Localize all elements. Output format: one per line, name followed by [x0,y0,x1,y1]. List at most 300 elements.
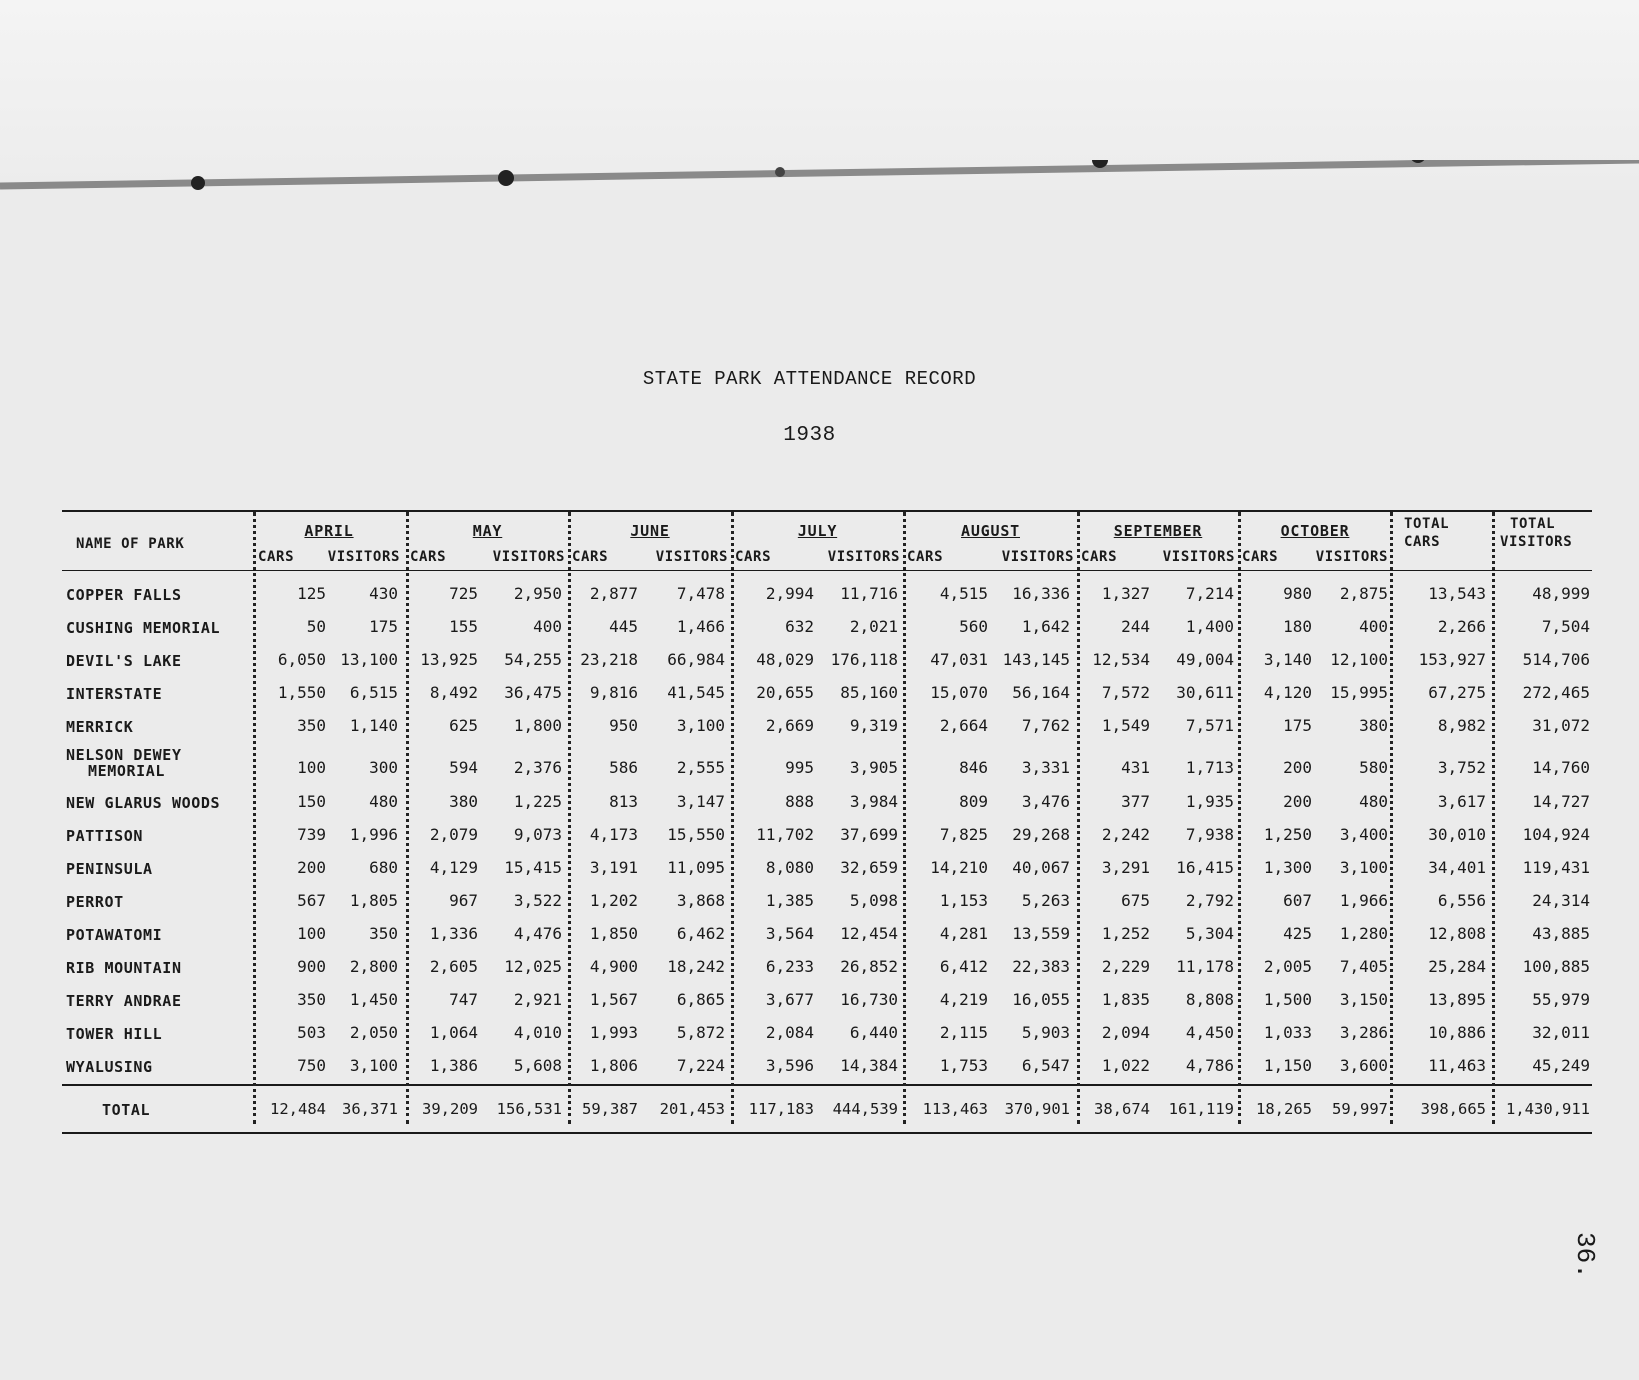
table-cell: 4,120 [1263,683,1312,702]
table-cell: 3,140 [1263,650,1312,669]
table-cell: 1,336 [429,924,478,943]
table-cell: 7,762 [1021,716,1070,735]
table-cell: 594 [449,758,478,777]
table-cell: 350 [297,990,326,1009]
table-cell: 2,376 [513,758,562,777]
table-cell: 680 [369,858,398,877]
table-cell: 40,067 [1012,858,1070,877]
table-cell: 7,224 [676,1056,725,1075]
table-cell: 5,098 [849,891,898,910]
table-cell: 32,011 [1532,1023,1590,1042]
table-cell: 13,543 [1428,584,1486,603]
table-cell: 1,033 [1263,1023,1312,1042]
table-cell: 8,982 [1437,716,1486,735]
table-cell: 3,752 [1437,758,1486,777]
table-cell: 809 [959,792,988,811]
table-cell: 13,100 [340,650,398,669]
table-cell: 16,415 [1176,858,1234,877]
table-cell: 2,229 [1101,957,1150,976]
table-cell: 7,571 [1185,716,1234,735]
table-cell: 2,079 [429,825,478,844]
table-cell: 2,800 [349,957,398,976]
park-name: PERROT [66,893,124,911]
table-cell: 888 [785,792,814,811]
table-cell: 150 [297,792,326,811]
table-cell: 6,865 [676,990,725,1009]
table-cell: 1,153 [939,891,988,910]
table-cell: 54,255 [504,650,562,669]
table-bottom-rule [62,1132,1592,1134]
header-month: MAY [472,522,503,540]
table-cell: 14,760 [1532,758,1590,777]
table-cell: 14,727 [1532,792,1590,811]
table-cell: 1,850 [589,924,638,943]
table-cell: 3,100 [676,716,725,735]
table-cell: 16,730 [840,990,898,1009]
table-cell: 1,150 [1263,1056,1312,1075]
park-name-line2: MEMORIAL [88,762,166,780]
header-month: JUNE [630,522,670,540]
table-cell: 180 [1283,617,1312,636]
document-year: 1938 [783,424,836,447]
table-cell: 15,070 [930,683,988,702]
header-visitors: VISITORS [1162,549,1235,565]
table-cell: 16,336 [1012,584,1070,603]
park-name: PATTISON [66,827,144,845]
table-cell: 85,160 [840,683,898,702]
header-visitors: VISITORS [1315,549,1388,565]
table-cell: 6,440 [849,1023,898,1042]
total-cell: 117,183 [748,1100,814,1118]
table-cell: 2,950 [513,584,562,603]
table-cell: 1,250 [1263,825,1312,844]
table-cell: 967 [449,891,478,910]
table-cell: 3,191 [589,858,638,877]
total-cell: 370,901 [1004,1100,1070,1118]
table-cell: 2,242 [1101,825,1150,844]
header-month: SEPTEMBER [1113,522,1203,540]
column-separator [1492,512,1495,1124]
header-cars: CARS [735,549,772,565]
table-cell: 30,010 [1428,825,1486,844]
table-cell: 200 [1283,758,1312,777]
table-cell: 153,927 [1418,650,1486,669]
table-cell: 2,094 [1101,1023,1150,1042]
table-cell: 7,405 [1339,957,1388,976]
table-cell: 3,100 [349,1056,398,1075]
table-cell: 11,702 [756,825,814,844]
table-cell: 176,118 [830,650,898,669]
table-cell: 3,291 [1101,858,1150,877]
total-label: TOTAL [102,1101,151,1119]
total-cell: 18,265 [1256,1100,1312,1118]
table-cell: 560 [959,617,988,636]
table-cell: 980 [1283,584,1312,603]
table-cell: 995 [785,758,814,777]
table-cell: 5,608 [513,1056,562,1075]
total-cell: 59,997 [1332,1100,1388,1118]
table-cell: 30,611 [1176,683,1234,702]
table-cell: 4,515 [939,584,988,603]
table-cell: 3,100 [1339,858,1388,877]
table-cell: 607 [1283,891,1312,910]
table-cell: 15,415 [504,858,562,877]
table-cell: 5,903 [1021,1023,1070,1042]
table-cell: 13,895 [1428,990,1486,1009]
table-cell: 2,005 [1263,957,1312,976]
table-cell: 1,753 [939,1056,988,1075]
table-cell: 9,073 [513,825,562,844]
table-cell: 1,996 [349,825,398,844]
table-cell: 56,164 [1012,683,1070,702]
binding-wire [0,160,1639,200]
table-cell: 13,559 [1012,924,1070,943]
park-name: COPPER FALLS [66,586,182,604]
header-name-of-park: NAME OF PARK [76,536,185,552]
table-cell: 272,465 [1522,683,1590,702]
header-cars: CARS [1242,549,1279,565]
table-cell: 1,280 [1339,924,1388,943]
table-cell: 6,233 [765,957,814,976]
table-cell: 4,129 [429,858,478,877]
table-cell: 750 [297,1056,326,1075]
table-cell: 480 [369,792,398,811]
table-cell: 1,202 [589,891,638,910]
table-cell: 2,555 [676,758,725,777]
table-cell: 1,806 [589,1056,638,1075]
table-cell: 3,564 [765,924,814,943]
table-cell: 175 [369,617,398,636]
table-cell: 3,596 [765,1056,814,1075]
table-cell: 119,431 [1522,858,1590,877]
table-cell: 3,600 [1339,1056,1388,1075]
table-cell: 503 [297,1023,326,1042]
table-cell: 7,825 [939,825,988,844]
table-cell: 1,550 [277,683,326,702]
table-cell: 7,478 [676,584,725,603]
table-cell: 425 [1283,924,1312,943]
table-cell: 1,966 [1339,891,1388,910]
table-cell: 1,993 [589,1023,638,1042]
table-cell: 1,386 [429,1056,478,1075]
table-cell: 3,476 [1021,792,1070,811]
header-total-visitors-2: VISITORS [1500,534,1573,550]
table-cell: 32,659 [840,858,898,877]
table-cell: 1,500 [1263,990,1312,1009]
table-cell: 2,021 [849,617,898,636]
table-cell: 55,979 [1532,990,1590,1009]
header-month: JULY [797,522,838,540]
table-cell: 37,699 [840,825,898,844]
table-cell: 2,664 [939,716,988,735]
total-cell: 1,430,911 [1506,1100,1590,1118]
table-cell: 350 [297,716,326,735]
table-cell: 2,605 [429,957,478,976]
table-cell: 2,084 [765,1023,814,1042]
table-cell: 9,816 [589,683,638,702]
table-cell: 29,268 [1012,825,1070,844]
header-total-visitors: TOTAL [1510,516,1556,532]
table-cell: 12,534 [1092,650,1150,669]
header-visitors: VISITORS [327,549,400,565]
table-cell: 4,900 [589,957,638,976]
header-month: AUGUST [961,522,1020,540]
table-cell: 11,095 [667,858,725,877]
table-cell: 431 [1121,758,1150,777]
table-cell: 1,140 [349,716,398,735]
table-cell: 377 [1121,792,1150,811]
total-cell: 39,209 [422,1100,478,1118]
table-cell: 1,400 [1185,617,1234,636]
total-cell: 398,665 [1420,1100,1486,1118]
table-cell: 16,055 [1012,990,1070,1009]
table-cell: 6,556 [1437,891,1486,910]
table-cell: 300 [369,758,398,777]
table-cell: 4,786 [1185,1056,1234,1075]
table-cell: 47,031 [930,650,988,669]
table-cell: 2,266 [1437,617,1486,636]
table-cell: 49,004 [1176,650,1234,669]
total-cell: 201,453 [659,1100,725,1118]
park-name: TOWER HILL [66,1025,163,1043]
park-name: CUSHING MEMORIAL [66,619,221,637]
table-cell: 36,475 [504,683,562,702]
total-cell: 113,463 [922,1100,988,1118]
table-cell: 3,522 [513,891,562,910]
table-cell: 3,617 [1437,792,1486,811]
table-cell: 4,281 [939,924,988,943]
table-cell: 31,072 [1532,716,1590,735]
table-cell: 14,210 [930,858,988,877]
table-cell: 18,242 [667,957,725,976]
table-cell: 25,284 [1428,957,1486,976]
table-cell: 3,400 [1339,825,1388,844]
page-number: 36. [1570,1232,1600,1279]
table-cell: 632 [785,617,814,636]
header-cars: CARS [907,549,944,565]
table-cell: 1,935 [1185,792,1234,811]
table-cell: 1,805 [349,891,398,910]
table-cell: 11,716 [840,584,898,603]
table-cell: 6,547 [1021,1056,1070,1075]
table-cell: 104,924 [1522,825,1590,844]
header-cars: CARS [410,549,447,565]
table-cell: 2,994 [765,584,814,603]
table-cell: 380 [1359,716,1388,735]
table-cell: 400 [1359,617,1388,636]
total-cell: 59,387 [582,1100,638,1118]
table-cell: 2,877 [589,584,638,603]
header-visitors: VISITORS [492,549,565,565]
table-cell: 5,872 [676,1023,725,1042]
table-cell: 1,252 [1101,924,1150,943]
table-cell: 6,412 [939,957,988,976]
table-cell: 1,300 [1263,858,1312,877]
table-cell: 1,466 [676,617,725,636]
table-cell: 5,263 [1021,891,1070,910]
table-cell: 43,885 [1532,924,1590,943]
header-month: OCTOBER [1280,522,1350,540]
table-cell: 4,010 [513,1023,562,1042]
table-cell: 26,852 [840,957,898,976]
table-cell: 100,885 [1522,957,1590,976]
table-cell: 747 [449,990,478,1009]
table-cell: 480 [1359,792,1388,811]
table-cell: 4,450 [1185,1023,1234,1042]
table-cell: 1,450 [349,990,398,1009]
table-cell: 143,145 [1002,650,1070,669]
document-title: STATE PARK ATTENDANCE RECORD [642,368,977,390]
table-cell: 8,492 [429,683,478,702]
total-cell: 36,371 [342,1100,398,1118]
park-name: PENINSULA [66,860,153,878]
table-cell: 3,905 [849,758,898,777]
table-cell: 1,022 [1101,1056,1150,1075]
park-name: NEW GLARUS WOODS [66,794,221,812]
header-cars: CARS [572,549,609,565]
table-cell: 586 [609,758,638,777]
table-cell: 1,713 [1185,758,1234,777]
park-name: POTAWATOMI [66,926,163,944]
table-cell: 12,100 [1330,650,1388,669]
table-cell: 8,808 [1185,990,1234,1009]
table-cell: 20,655 [756,683,814,702]
table-cell: 1,567 [589,990,638,1009]
table-cell: 725 [449,584,478,603]
table-cell: 14,384 [840,1056,898,1075]
table-cell: 22,383 [1012,957,1070,976]
table-cell: 813 [609,792,638,811]
table-cell: 125 [297,584,326,603]
table-cell: 350 [369,924,398,943]
table-cell: 9,319 [849,716,898,735]
header-total-cars-2: CARS [1404,534,1441,550]
park-name: WYALUSING [66,1058,153,1076]
table-cell: 625 [449,716,478,735]
total-cell: 444,539 [832,1100,898,1118]
table-cell: 4,219 [939,990,988,1009]
table-cell: 155 [449,617,478,636]
table-cell: 739 [297,825,326,844]
header-bottom-rule [62,570,1592,571]
table-cell: 175 [1283,716,1312,735]
table-cell: 4,173 [589,825,638,844]
table-cell: 23,218 [580,650,638,669]
table-cell: 200 [297,858,326,877]
header-visitors: VISITORS [655,549,728,565]
table-cell: 244 [1121,617,1150,636]
park-name: RIB MOUNTAIN [66,959,182,977]
table-cell: 2,115 [939,1023,988,1042]
table-cell: 2,875 [1339,584,1388,603]
table-cell: 3,984 [849,792,898,811]
table-cell: 3,331 [1021,758,1070,777]
total-cell: 12,484 [270,1100,326,1118]
table-cell: 675 [1121,891,1150,910]
table-cell: 1,642 [1021,617,1070,636]
table-cell: 1,549 [1101,716,1150,735]
park-name: NELSON DEWEY [66,746,182,764]
table-cell: 580 [1359,758,1388,777]
table-cell: 5,304 [1185,924,1234,943]
table-cell: 41,545 [667,683,725,702]
table-cell: 400 [533,617,562,636]
table-cell: 7,214 [1185,584,1234,603]
table-cell: 3,147 [676,792,725,811]
park-name: INTERSTATE [66,685,163,703]
table-cell: 1,800 [513,716,562,735]
header-visitors: VISITORS [1001,549,1074,565]
park-name: TERRY ANDRAE [66,992,182,1010]
table-cell: 15,995 [1330,683,1388,702]
table-cell: 10,886 [1428,1023,1486,1042]
table-cell: 514,706 [1522,650,1590,669]
table-cell: 3,286 [1339,1023,1388,1042]
table-cell: 1,327 [1101,584,1150,603]
total-cell: 161,119 [1168,1100,1234,1118]
table-cell: 4,476 [513,924,562,943]
header-cars: CARS [258,549,295,565]
table-cell: 1,225 [513,792,562,811]
table-cell: 1,385 [765,891,814,910]
table-cell: 67,275 [1428,683,1486,702]
table-cell: 12,025 [504,957,562,976]
park-name: DEVIL'S LAKE [66,652,182,670]
table-cell: 950 [609,716,638,735]
table-cell: 11,178 [1176,957,1234,976]
total-cell: 38,674 [1094,1100,1150,1118]
header-visitors: VISITORS [827,549,900,565]
table-cell: 2,669 [765,716,814,735]
table-cell: 200 [1283,792,1312,811]
header-total-cars: TOTAL [1404,516,1450,532]
header-month: APRIL [304,522,354,540]
table-cell: 6,050 [277,650,326,669]
table-cell: 34,401 [1428,858,1486,877]
table-cell: 100 [297,924,326,943]
header-cars: CARS [1081,549,1118,565]
table-cell: 380 [449,792,478,811]
table-cell: 2,050 [349,1023,398,1042]
table-cell: 8,080 [765,858,814,877]
table-cell: 13,925 [420,650,478,669]
table-cell: 48,029 [756,650,814,669]
table-cell: 6,462 [676,924,725,943]
table-top-rule [62,510,1592,512]
column-separator [1390,512,1393,1124]
table-cell: 15,550 [667,825,725,844]
table-cell: 7,504 [1541,617,1590,636]
table-cell: 45,249 [1532,1056,1590,1075]
table-cell: 11,463 [1428,1056,1486,1075]
table-cell: 567 [297,891,326,910]
table-cell: 846 [959,758,988,777]
table-cell: 100 [297,758,326,777]
table-cell: 6,515 [349,683,398,702]
table-cell: 1,835 [1101,990,1150,1009]
table-cell: 445 [609,617,638,636]
table-cell: 48,999 [1532,584,1590,603]
table-cell: 12,454 [840,924,898,943]
table-cell: 66,984 [667,650,725,669]
total-top-rule [62,1084,1592,1086]
table-cell: 3,677 [765,990,814,1009]
park-name: MERRICK [66,718,134,736]
table-cell: 24,314 [1532,891,1590,910]
table-cell: 3,868 [676,891,725,910]
table-cell: 7,938 [1185,825,1234,844]
table-cell: 7,572 [1101,683,1150,702]
